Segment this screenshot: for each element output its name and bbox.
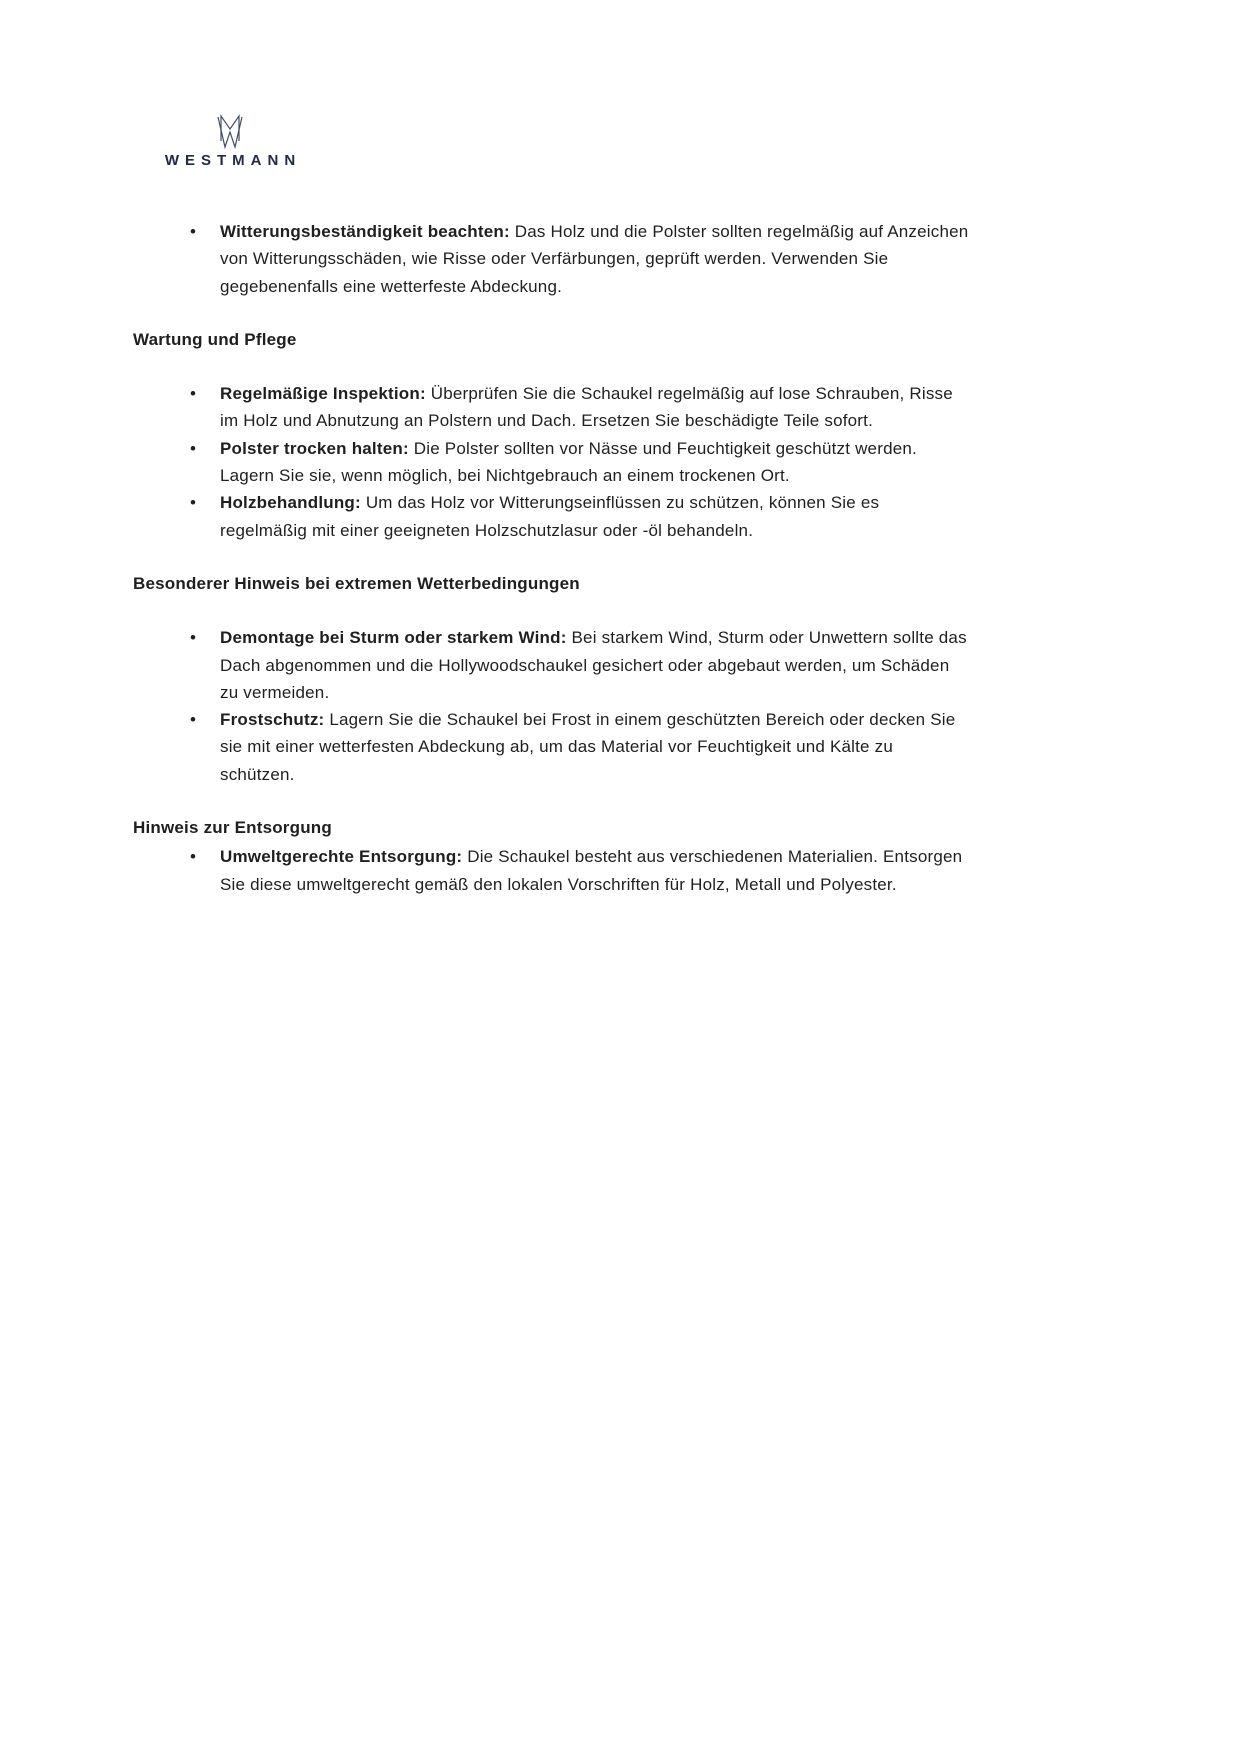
bullet-lead: Regelmäßige Inspektion: xyxy=(220,384,426,404)
bullet-lead: Umweltgerechte Entsorgung: xyxy=(220,847,463,867)
section-heading: Wartung und Pflege xyxy=(133,329,297,349)
bullet-item xyxy=(133,706,970,788)
bullet-list xyxy=(133,624,970,788)
bullet-text: Die Polster sollten vor Nässe und Feuchtigkeit geschützt werden. Lagern Sie sie, wenn möglich, bei Nichtgebrauch an einem trockenen Ort. xyxy=(220,438,917,486)
bullet-list xyxy=(133,218,970,300)
section-heading: Besonderer Hinweis bei extremen Wetterbedingungen xyxy=(133,573,580,593)
brand-logo xyxy=(150,110,310,169)
bullet-lead: Frostschutz: xyxy=(220,710,325,730)
bullet-lead: Polster trocken halten: xyxy=(220,438,409,458)
bullet-text: Die Schaukel besteht aus verschiedenen Materialien. Entsorgen Sie diese umweltgerecht gemäß den lokalen Vorschriften für Holz, Metall und Polyester. xyxy=(220,847,963,894)
bullet-text: Um das Holz vor Witterungseinflüssen zu schützen, können Sie es regelmäßig mit einer geeigneten Holzschutzlasur oder -öl behandeln. xyxy=(220,493,880,540)
bullet-lead: Witterungsbeständigkeit beachten: xyxy=(220,222,510,241)
bullet-item xyxy=(133,489,970,544)
bullet-item xyxy=(133,435,970,490)
bullet-item xyxy=(133,843,970,898)
bullet-list xyxy=(133,380,970,544)
bullet-text: Bei starkem Wind, Sturm oder Unwettern sollte das Dach abgenommen und die Hollywoodschaukel gesichert oder abgebaut werden, um Schäden zu vermeiden. xyxy=(220,628,967,702)
bullet-lead: Demontage bei Sturm oder starkem Wind: xyxy=(220,628,567,648)
section-heading: Hinweis zur Entsorgung xyxy=(133,818,332,838)
wm-monogram-icon xyxy=(215,110,245,152)
bullet-text: Lagern Sie die Schaukel bei Frost in einem geschützten Bereich oder decken Sie sie mit einer wetterfesten Abdeckung ab, um das Material vor Feuchtigkeit und Kälte zu schützen. xyxy=(220,710,956,784)
bullet-item xyxy=(133,380,970,435)
document-body xyxy=(133,218,970,898)
bullet-text: Überprüfen Sie die Schaukel regelmäßig auf lose Schrauben, Risse im Holz und Abnutzung an Polstern und Dach. Ersetzen Sie beschädigte Teile sofort. xyxy=(220,384,953,431)
bullet-item xyxy=(133,624,970,706)
bullet-text: Das Holz und die Polster sollten regelmäßig auf Anzeichen von Witterungsschäden, wie Risse oder Verfärbungen, geprüft werden. Verwenden Sie gegebenenfalls eine wetterfeste Abdeckung. xyxy=(220,222,969,296)
bullet-lead: Holzbehandlung: xyxy=(220,493,361,513)
document-section xyxy=(133,814,970,898)
bullet-item xyxy=(133,218,970,300)
document-section xyxy=(133,326,970,544)
document-section xyxy=(133,570,970,788)
brand-wordmark: WESTMANN xyxy=(164,152,302,169)
document-section xyxy=(133,218,970,300)
bullet-list xyxy=(133,843,970,898)
